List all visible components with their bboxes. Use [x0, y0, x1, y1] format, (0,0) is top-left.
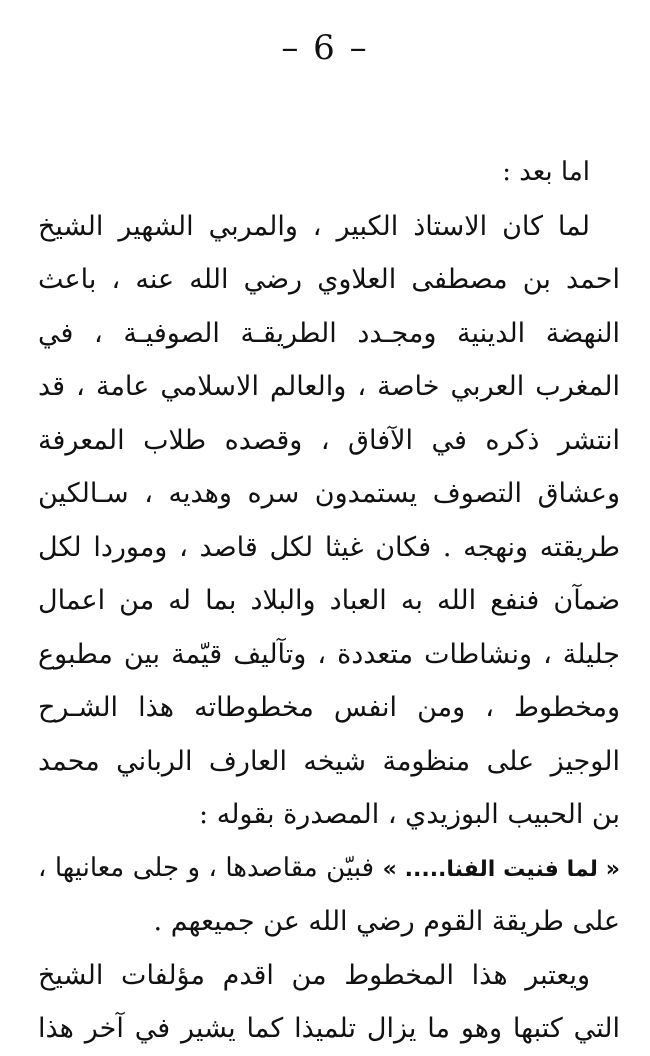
document-body [38, 146, 620, 1056]
paragraph-line: جليلة ، ونشاطات متعددة ، وتآليف قيّمة بين مطبوع [38, 638, 620, 670]
paragraph-line: ومخطوط ، ومن انفس مخطوطاته هذا الشـرح [38, 692, 620, 723]
paragraph-line: ضمآن فنفع الله به العباد والبلاد بما له من اعمال [38, 585, 620, 616]
quote-line [38, 842, 620, 896]
paragraph-line: انتشر ذكره في الآفاق ، وقصده طلاب المعرفة [38, 424, 620, 456]
section-heading: اما بعد : [502, 157, 590, 187]
paragraph-line: على طريقة القوم رضي الله عن جميعهم . [153, 906, 620, 937]
paragraph-line: لما كان الاستاذ الكبير ، والمربي الشهير الشيخ [38, 210, 590, 242]
paragraph-line: طريقته ونهجه . فكان غيثا لكل قاصد ، وموردا لكل [38, 531, 620, 563]
paragraph-line: بن الحبيب البوزيدي ، المصدرة بقوله : [199, 799, 620, 830]
poem-quote: « لما فنيت الفنا..... » [382, 856, 620, 882]
paragraph-line: احمد بن مصطفى العلاوي رضي الله عنه ، باعث [38, 264, 620, 295]
page-number: – 6 – [281, 28, 369, 68]
paragraph-line: النهضة الدينية ومجـدد الطريقـة الصوفيـة ، في [38, 317, 620, 349]
quote-continuation: فبيّن مقاصدها ، و جلى معانيها ، [38, 852, 383, 883]
paragraph-line: وعشاق التصوف يستمدون سره وهديه ، سـالكين [38, 478, 620, 509]
paragraph-line: المغرب العربي خاصة ، والعالم الاسلامي عامة ، قد [38, 371, 620, 402]
paragraph-line: التي كتبها وهو ما يزال تلميذا كما يشير في آخر هذا [38, 1013, 620, 1044]
paragraph-line: الوجيز على منظومة شيخه العارف الرباني محمد [38, 745, 620, 777]
paragraph-line: ويعتبر هذا المخطوط من اقدم مؤلفات الشيخ [38, 959, 590, 991]
